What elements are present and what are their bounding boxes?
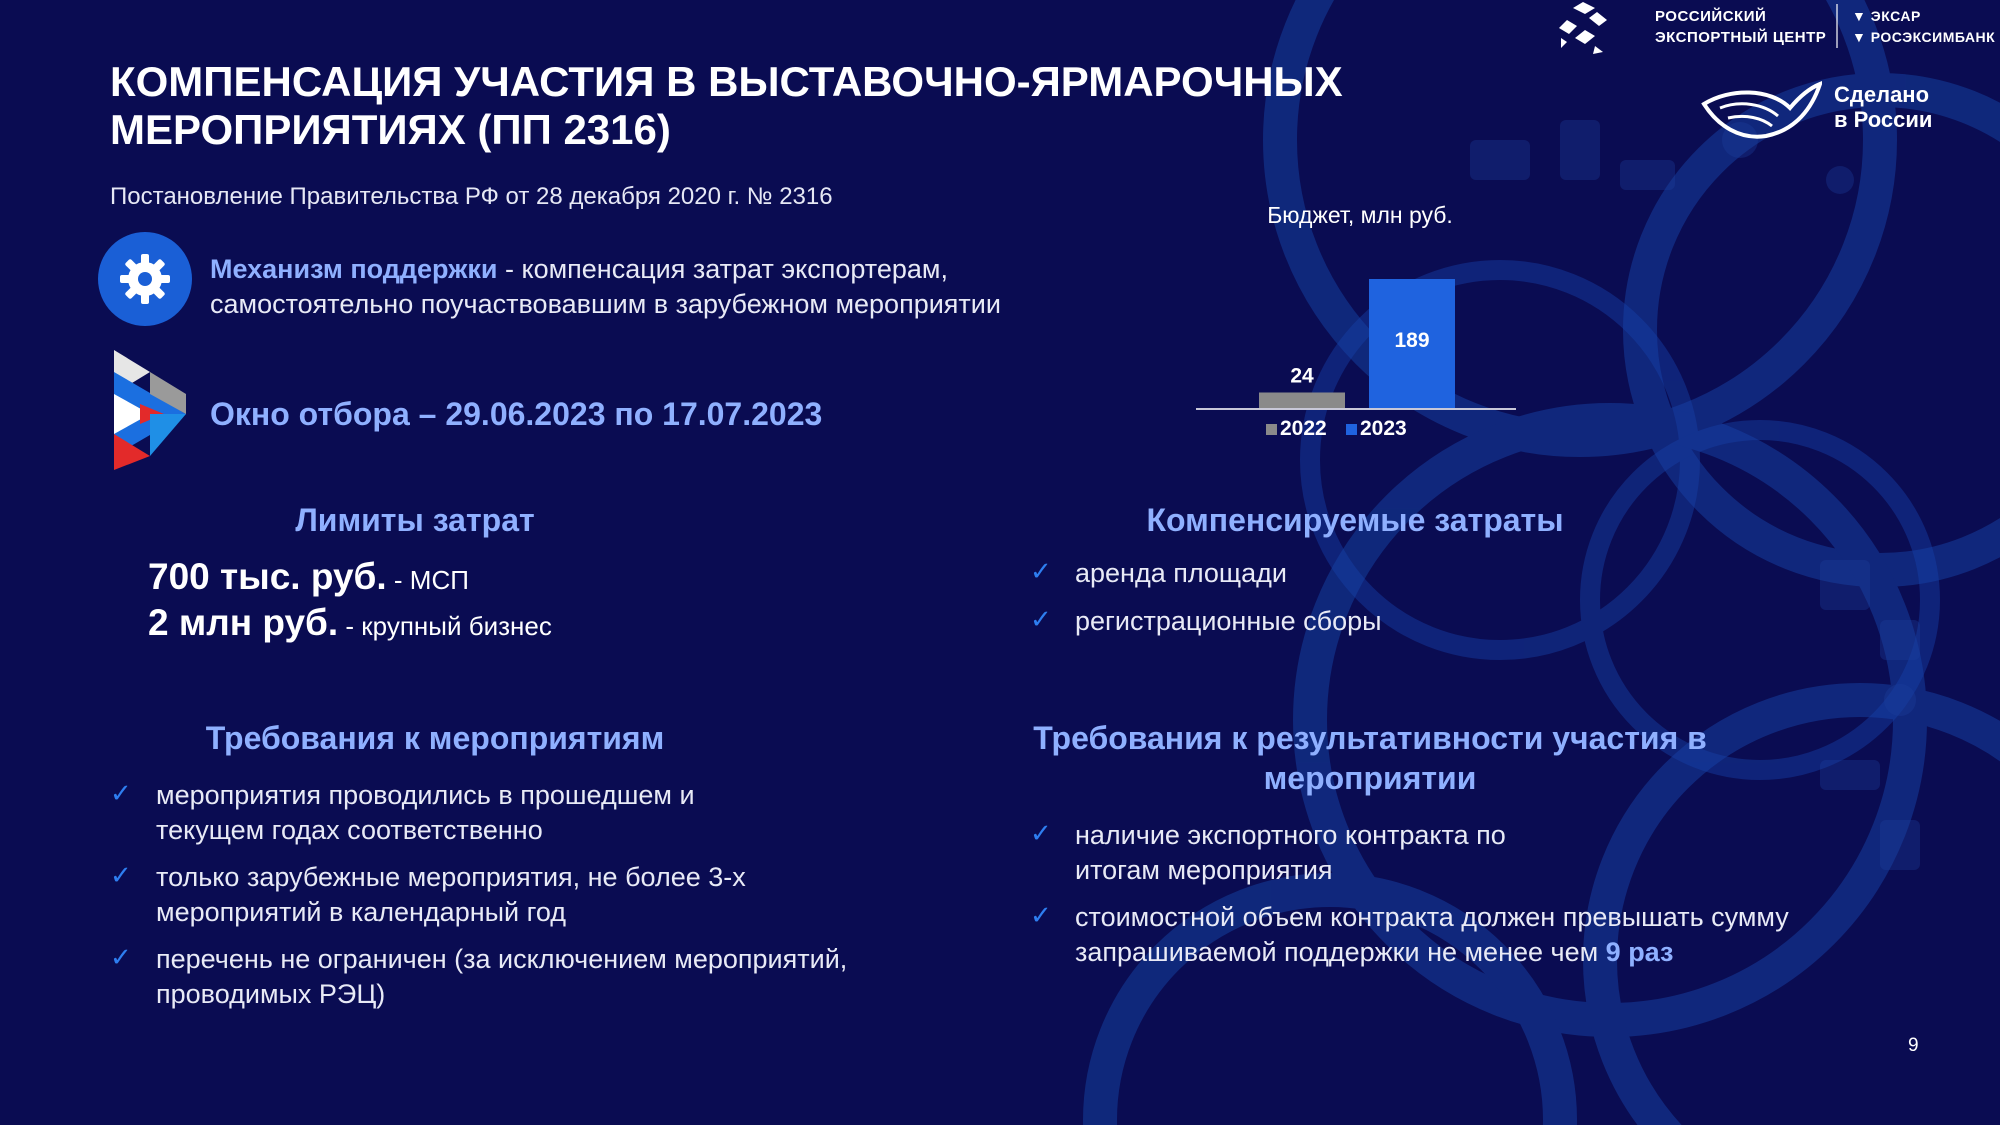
partner-logos: ▼ ЭКСАР ▼ РОСЭКСИМБАНК xyxy=(1852,8,1996,45)
result-requirement-text: стоимостной объем контракта должен превышать сумму запрашиваемой поддержки не менее чем xyxy=(1075,902,1789,967)
chart-title: Бюджет, млн руб. xyxy=(1267,202,1453,228)
legend-swatch-2022 xyxy=(1266,424,1277,435)
check-icon: ✓ xyxy=(110,778,132,808)
result-requirement-item xyxy=(1075,900,1865,970)
check-icon: ✓ xyxy=(110,942,132,972)
compensated-item: аренда площади xyxy=(1075,558,1287,588)
logo-divider xyxy=(1836,4,1838,48)
page-title: КОМПЕНСАЦИЯ УЧАСТИЯ В ВЫСТАВОЧНО-ЯРМАРОЧНЫХ МЕРОПРИЯТИЯХ (ПП 2316) xyxy=(110,58,1343,153)
check-icon: ✓ xyxy=(1030,604,1052,634)
limits-heading: Лимиты затрат xyxy=(295,502,535,538)
decree-subtitle: Постановление Правительства РФ от 28 декабря 2020 г. № 2316 xyxy=(110,183,833,210)
exiar-icon: ▼ xyxy=(1852,8,1871,24)
result-requirements-heading: Требования к результативности участия в мероприятии xyxy=(1033,720,1707,796)
compensated-heading: Компенсируемые затраты xyxy=(1146,502,1564,538)
roseximbank-icon: ▼ xyxy=(1852,29,1871,45)
limit-large-desc: - крупный бизнес xyxy=(338,611,552,641)
page-number: 9 xyxy=(1908,1035,1919,1056)
made-in-russia-bird-icon xyxy=(1700,78,1822,140)
made-in-russia-text: Сделано в России xyxy=(1834,82,1933,132)
compensated-item: регистрационные сборы xyxy=(1075,606,1382,636)
gear-icon xyxy=(119,253,171,305)
event-requirements-heading: Требования к мероприятиям xyxy=(205,720,665,756)
support-mechanism-text: - компенсация затрат экспортерам, самостоятельно поучаствовавшим в зарубежном мероприятии xyxy=(210,254,1001,319)
event-requirement-item: только зарубежные мероприятия, не более 3-х мероприятий в календарный год xyxy=(156,862,746,927)
gear-badge xyxy=(98,232,192,326)
support-mechanism-label: Механизм поддержки xyxy=(210,254,498,284)
limit-sme-amount: 700 тыс. руб. xyxy=(148,556,387,597)
check-icon: ✓ xyxy=(1030,900,1052,930)
check-icon: ✓ xyxy=(110,860,132,890)
limit-large-amount: 2 млн руб. xyxy=(148,602,339,643)
budget-chart xyxy=(1190,195,1530,445)
legend-label-2023: 2023 xyxy=(1360,417,1407,440)
limit-sme-desc: - МСП xyxy=(386,565,469,595)
check-icon: ✓ xyxy=(1030,556,1052,586)
rec-logo-text: РОССИЙСКИЙ ЭКСПОРТНЫЙ ЦЕНТР xyxy=(1655,8,1827,46)
support-mechanism xyxy=(210,252,1110,322)
check-icon: ✓ xyxy=(1030,818,1052,848)
result-requirement-item: наличие экспортного контракта по итогам мероприятия xyxy=(1075,820,1506,885)
export-logo-icon xyxy=(114,350,188,470)
event-requirement-item: перечень не ограничен (за исключением мероприятий, проводимых РЭЦ) xyxy=(156,944,848,1009)
result-requirement-highlight: 9 раз xyxy=(1605,937,1674,967)
legend-swatch-2023 xyxy=(1346,424,1357,435)
bar-label-2023: 189 xyxy=(1394,329,1430,352)
legend-label-2022: 2022 xyxy=(1280,417,1327,440)
rec-logo-icon xyxy=(1555,0,1611,56)
bar-2022 xyxy=(1259,392,1345,409)
selection-window: Окно отбора – 29.06.2023 по 17.07.2023 xyxy=(210,396,823,432)
limit-sme xyxy=(148,556,469,598)
event-requirement-item: мероприятия проводились в прошедшем и текущем годах соответственно xyxy=(156,780,695,845)
bar-label-2022: 24 xyxy=(1290,364,1314,388)
limit-large xyxy=(148,602,552,644)
